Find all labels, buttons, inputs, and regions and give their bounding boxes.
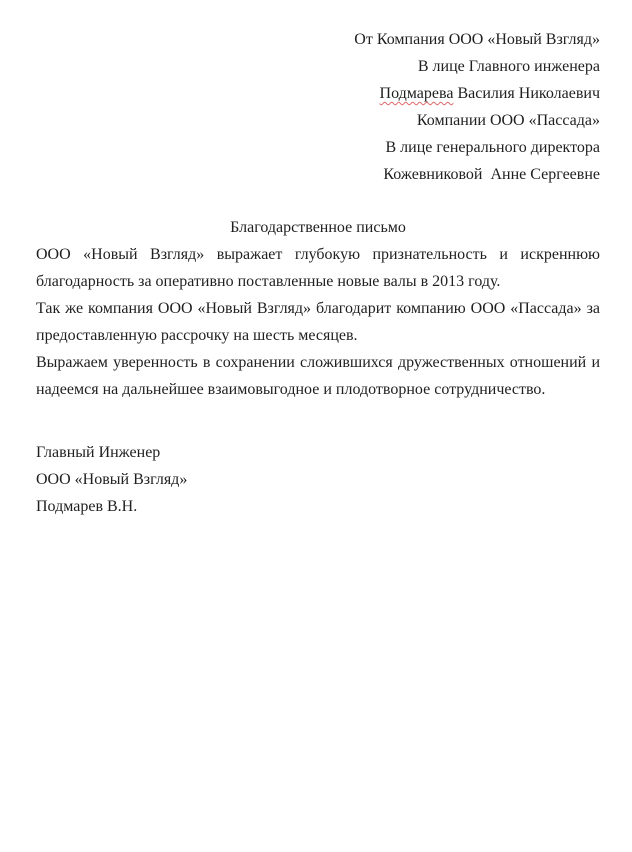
letter-paragraph-3: Выражаем уверенность в сохранении сложившихся дружественных отношений и надеемся на дальнейшее взаимовыгодное и плодотворное сотрудничество. [36,354,600,398]
header-from-company: От Компания ООО «Новый Взгляд» [354,31,600,48]
signature-block [36,439,600,520]
signature-role: Главный Инженер [36,444,161,461]
letter-header [36,26,600,188]
header-from-name [36,80,600,107]
signature-company: ООО «Новый Взгляд» [36,471,188,488]
header-from-name-rest: Василия Николаевич [453,85,600,102]
letter-paragraph-2: Так же компания ООО «Новый Взгляд» благодарит компанию ООО «Пассада» за предоставленную рассрочку на шесть месяцев. [36,300,600,344]
letter-paragraph-1: ООО «Новый Взгляд» выражает глубокую признательность и искреннюю благодарность за оперативно поставленные новые валы в 2013 году. [36,246,600,290]
letter-title: Благодарственное письмо [230,219,406,236]
letter-body [36,241,600,403]
header-to-company: Компании ООО «Пассада» [416,112,600,129]
header-to-role: В лице генерального директора [385,139,600,156]
header-from-role: В лице Главного инженера [417,58,600,75]
misspelled-word: Подмарева [379,85,454,102]
signature-name: Подмарев В.Н. [36,498,138,515]
header-to-name: Кожевниковой Анне Сергеевне [383,166,600,183]
